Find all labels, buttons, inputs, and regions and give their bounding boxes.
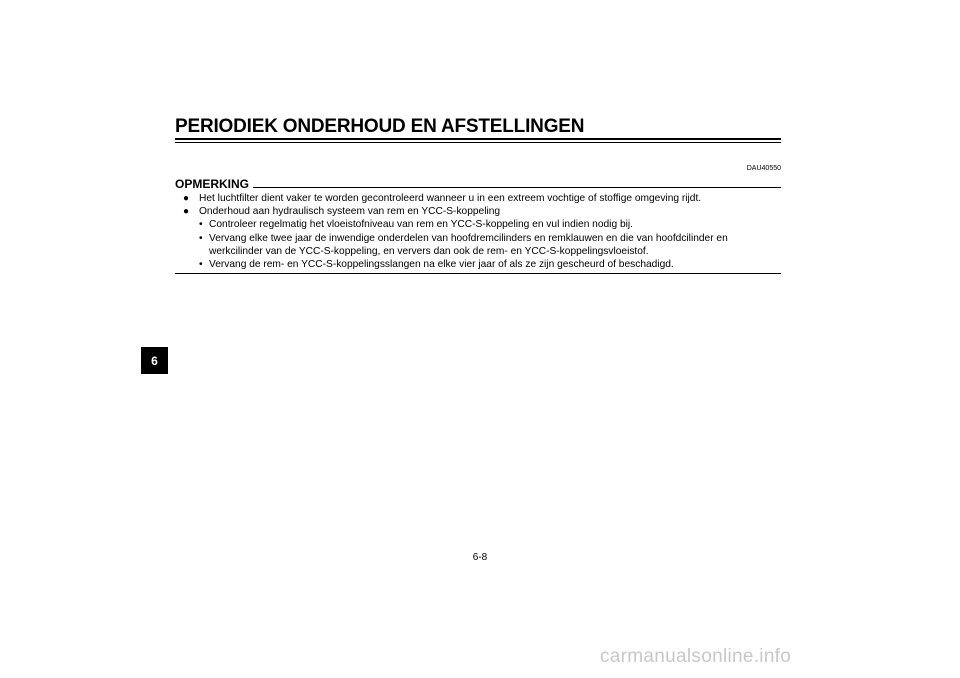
bullet-text: Het luchtfilter dient vaker te worden gecontroleerd wanneer u in een extreem vochtige of stoffige omgeving rijdt.: [199, 193, 702, 204]
list-item: [183, 205, 781, 218]
page-title: PERIODIEK ONDERHOUD EN AFSTELLINGEN: [175, 116, 585, 137]
list-item: [183, 192, 781, 205]
page-number: 6-8: [472, 552, 488, 563]
bullet-icon: ●: [183, 206, 190, 218]
chapter-tab: 6: [141, 347, 168, 374]
title-rule-thin: [175, 142, 781, 143]
note-label: OPMERKING: [175, 177, 250, 191]
note-divider: [253, 187, 781, 188]
sub-bullet-text: Controleer regelmatig het vloeistofniveau van rem en YCC-S-koppeling en vul indien nodig bij.: [209, 219, 633, 231]
note-body: [175, 192, 781, 271]
watermark: carmanualsonline.info: [600, 646, 792, 667]
sub-bullet-text: Vervang de rem- en YCC-S-koppelingsslangen na elke vier jaar of als ze zijn gescheurd of beschadigd.: [209, 259, 674, 271]
bullet-text: Onderhoud aan hydraulisch systeem van rem en YCC-S-koppeling: [199, 206, 501, 218]
sub-bullet-icon: •: [199, 219, 203, 231]
sub-list-item: [199, 218, 781, 231]
title-rule: [175, 138, 781, 140]
sub-list-item: [199, 232, 781, 258]
note-bottom-rule: [175, 273, 781, 274]
sub-bullet-text: Vervang elke twee jaar de inwendige onderdelen van hoofdremcilinders en remklauwen en die van hoofdcilinder en werkcilinder van de YCC-S-koppeling, en ververs dan ook de rem- en YCC-S-koppelingsvloeistof.: [209, 232, 728, 257]
note-header: [175, 177, 781, 191]
reference-code: DAU40550: [746, 165, 781, 172]
sub-bullet-icon: •: [199, 232, 203, 244]
sub-bullet-icon: •: [199, 259, 203, 271]
bullet-icon: ●: [183, 193, 190, 204]
sub-list-item: [199, 258, 781, 271]
